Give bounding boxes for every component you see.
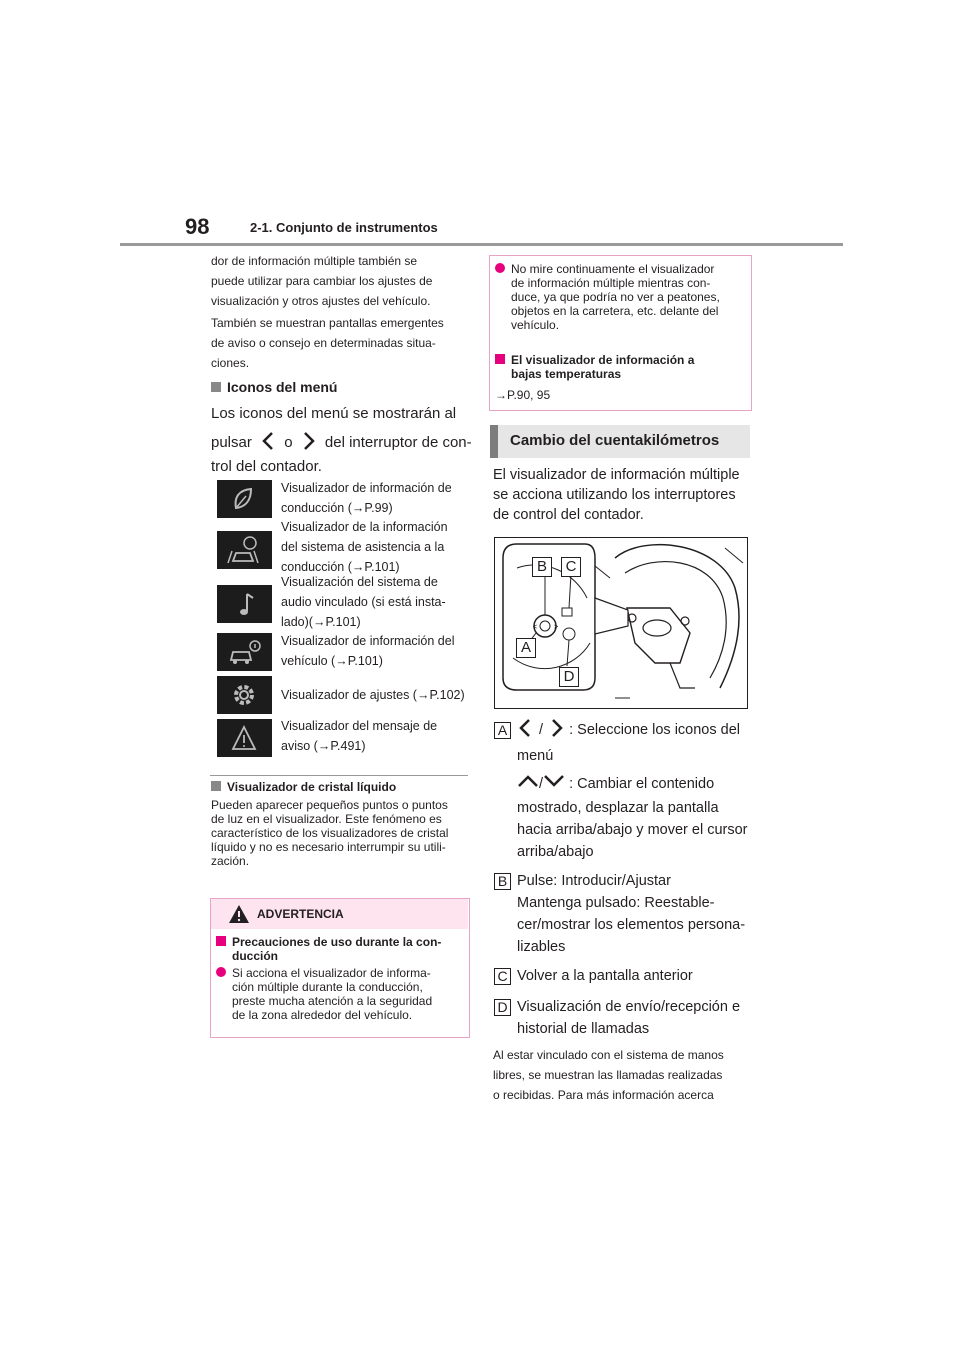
icon-desc-line: conducción (→P.99) bbox=[281, 501, 393, 515]
notice-line: No mire continuamente el visualizador bbox=[511, 262, 715, 276]
intro-line: puede utilizar para cambiar los ajustes de bbox=[211, 274, 433, 288]
lcd-line: líquido y no es necesario interrumpir su utili- bbox=[211, 840, 446, 854]
intro-line: ciones. bbox=[211, 356, 250, 370]
intro-line: dor de información múltiple también se bbox=[211, 254, 418, 268]
item-b bbox=[517, 870, 757, 958]
item-b-line: Pulse: Introducir/Ajustar bbox=[517, 873, 671, 889]
item-a-line3 bbox=[517, 773, 757, 795]
menu-heading-text: Iconos del menú bbox=[227, 379, 338, 395]
notice-reference: →P.90, 95 bbox=[495, 388, 551, 402]
item-label-a: A bbox=[494, 722, 511, 739]
section-title: 2-1. Conjunto de instrumentos bbox=[250, 220, 438, 235]
notice-subheading-line: bajas temperaturas bbox=[511, 367, 622, 381]
item-a bbox=[517, 718, 757, 863]
menu-line-2 bbox=[211, 430, 473, 455]
lcd-heading-text: Visualizador de cristal líquido bbox=[227, 780, 397, 794]
page-number: 98 bbox=[185, 214, 210, 239]
warning-subheading bbox=[216, 935, 466, 963]
icon-desc-line: Visualizador de la información bbox=[281, 520, 448, 534]
chevron-down-icon bbox=[543, 774, 565, 788]
warning-header bbox=[211, 899, 468, 929]
music-note-icon bbox=[217, 585, 272, 623]
item-b-line: lizables bbox=[517, 939, 566, 955]
cambio-line: El visualizador de información múltiple bbox=[493, 467, 740, 483]
item-b-line: Mantenga pulsado: Reestable- bbox=[517, 895, 715, 911]
chevron-right-icon bbox=[297, 430, 321, 452]
menu-text-part: o bbox=[284, 434, 293, 451]
icon-desc-line: Visualización del sistema de bbox=[281, 575, 438, 589]
pink-bullet-icon bbox=[216, 967, 226, 977]
item-d-line: Visualización de envío/recepción e bbox=[517, 999, 741, 1015]
heading-square-icon bbox=[211, 781, 221, 791]
lcd-paragraph bbox=[211, 798, 473, 868]
item-d-line: historial de llamadas bbox=[517, 1021, 650, 1037]
figure-label-d: D bbox=[559, 667, 579, 687]
pink-bullet-icon bbox=[495, 263, 505, 273]
icon-description bbox=[281, 478, 471, 518]
icon-desc-line: vehículo (→P.101) bbox=[281, 654, 383, 668]
item-a-line: hacia arriba/abajo y mover el cursor bbox=[517, 822, 748, 838]
notice-line: de información múltiple mientras con- bbox=[511, 276, 711, 290]
svg-text:<: < bbox=[533, 624, 538, 631]
notice-bullet bbox=[495, 262, 749, 332]
icon-desc-line: Visualizador de ajustes (→P.102) bbox=[281, 688, 465, 702]
warning-bullet bbox=[216, 966, 466, 1022]
icon-description bbox=[281, 685, 471, 705]
cambio-heading bbox=[490, 425, 750, 458]
item-a-sep: / bbox=[539, 776, 544, 792]
icon-desc-line: aviso (→P.491) bbox=[281, 739, 366, 753]
warning-subheading-line: Precauciones de uso durante la con- bbox=[232, 935, 442, 949]
warning-line: de la zona alrededor del vehículo. bbox=[232, 1008, 413, 1022]
notice-subheading-line: El visualizador de información a bbox=[511, 353, 695, 367]
notice-subheading bbox=[495, 353, 749, 381]
icon-desc-line: Visualizador de información de bbox=[281, 481, 452, 495]
item-a-sep: / bbox=[539, 722, 544, 738]
intro-line: También se muestran pantallas emergentes bbox=[211, 316, 444, 330]
item-c-line: Volver a la pantalla anterior bbox=[517, 968, 693, 984]
pink-square-icon bbox=[495, 354, 505, 364]
warning-subheading-line: ducción bbox=[232, 949, 279, 963]
chevron-left-icon bbox=[517, 718, 535, 738]
warning-triangle-icon bbox=[217, 719, 272, 757]
icon-desc-line: Visualizador de información del bbox=[281, 634, 455, 648]
figure-label-b: B bbox=[532, 557, 552, 577]
cambio-heading-text: Cambio del cuentakilómetros bbox=[510, 432, 720, 449]
icon-desc-line: Visualizador del mensaje de bbox=[281, 719, 438, 733]
figure-label-a: A bbox=[516, 638, 536, 658]
lcd-line: zación. bbox=[211, 854, 250, 868]
cambio-line: se acciona utilizando los interruptores bbox=[493, 487, 736, 503]
intro-line: visualización y otros ajustes del vehículo. bbox=[211, 294, 431, 308]
svg-text:>: > bbox=[554, 624, 559, 631]
menu-line: trol del contador. bbox=[211, 458, 322, 475]
item-label-d: D bbox=[494, 999, 511, 1016]
item-b-line: cer/mostrar los elementos persona- bbox=[517, 917, 746, 933]
item-c bbox=[517, 965, 757, 987]
intro-line: de aviso o consejo en determinadas situa- bbox=[211, 336, 436, 350]
icon-desc-line: conducción (→P.101) bbox=[281, 560, 400, 574]
menu-text-part: del interruptor de con- bbox=[324, 434, 472, 451]
driver-assist-icon bbox=[217, 531, 272, 569]
menu-paragraph bbox=[211, 402, 473, 479]
menu-text-part: pulsar bbox=[211, 434, 252, 451]
pink-square-icon bbox=[216, 936, 226, 946]
footer-line: o recibidas. Para más información acerca bbox=[493, 1088, 714, 1102]
cambio-paragraph bbox=[493, 465, 755, 525]
figure-label-c: C bbox=[561, 557, 581, 577]
menu-heading bbox=[211, 379, 337, 395]
steering-wheel-figure bbox=[494, 537, 748, 709]
menu-line: Los iconos del menú se mostrarán al bbox=[211, 405, 457, 422]
chevron-right-icon bbox=[547, 718, 565, 738]
chevron-up-icon bbox=[517, 774, 539, 788]
heading-square-icon bbox=[211, 382, 221, 392]
vehicle-info-icon bbox=[217, 633, 272, 671]
warning-title: ADVERTENCIA bbox=[257, 907, 344, 921]
icon-desc-line: lado)(→P.101) bbox=[281, 615, 361, 629]
icon-description bbox=[281, 517, 471, 577]
intro-paragraph bbox=[211, 251, 473, 373]
divider bbox=[210, 775, 468, 776]
icon-description bbox=[281, 631, 471, 671]
icon-desc-line: del sistema de asistencia a la bbox=[281, 540, 445, 554]
footer-line: libres, se muestran las llamadas realizadas bbox=[493, 1068, 723, 1082]
footer-paragraph bbox=[493, 1045, 755, 1105]
gear-icon bbox=[217, 676, 272, 714]
lcd-line: Pueden aparecer pequeños puntos o puntos bbox=[211, 798, 448, 812]
item-d bbox=[517, 996, 757, 1040]
cambio-line: de control del contador. bbox=[493, 507, 644, 523]
icon-description bbox=[281, 716, 471, 756]
header-rule bbox=[120, 243, 843, 246]
footer-line: Al estar vinculado con el sistema de manos bbox=[493, 1048, 724, 1062]
warning-line: Si acciona el visualizador de informa- bbox=[232, 966, 431, 980]
item-a-line2: menú bbox=[517, 748, 554, 764]
notice-line: vehículo. bbox=[511, 318, 560, 332]
warning-triangle-icon bbox=[228, 904, 250, 924]
item-a-text: : Cambiar el contenido bbox=[569, 776, 715, 792]
lcd-line: de luz en el visualizador. Este fenómeno es bbox=[211, 812, 442, 826]
chevron-left-icon bbox=[256, 430, 280, 452]
notice-line: objetos en la carretera, etc. delante del bbox=[511, 304, 719, 318]
item-a-line: arriba/abajo bbox=[517, 844, 594, 860]
item-a-line1 bbox=[517, 718, 757, 741]
leaf-icon bbox=[217, 480, 272, 518]
warning-line: preste mucha atención a la seguridad bbox=[232, 994, 433, 1008]
item-a-line: mostrado, desplazar la pantalla bbox=[517, 800, 719, 816]
item-label-c: C bbox=[494, 968, 511, 985]
item-a-text: : Seleccione los iconos del bbox=[569, 722, 741, 738]
icon-description bbox=[281, 572, 471, 632]
icon-desc-line: audio vinculado (si está insta- bbox=[281, 595, 446, 609]
lcd-line: característico de los visualizadores de cristal bbox=[211, 826, 449, 840]
notice-line: duce, ya que podría no ver a peatones, bbox=[511, 290, 720, 304]
item-label-b: B bbox=[494, 873, 511, 890]
warning-line: ción múltiple durante la conducción, bbox=[232, 980, 423, 994]
lcd-heading bbox=[211, 780, 396, 794]
